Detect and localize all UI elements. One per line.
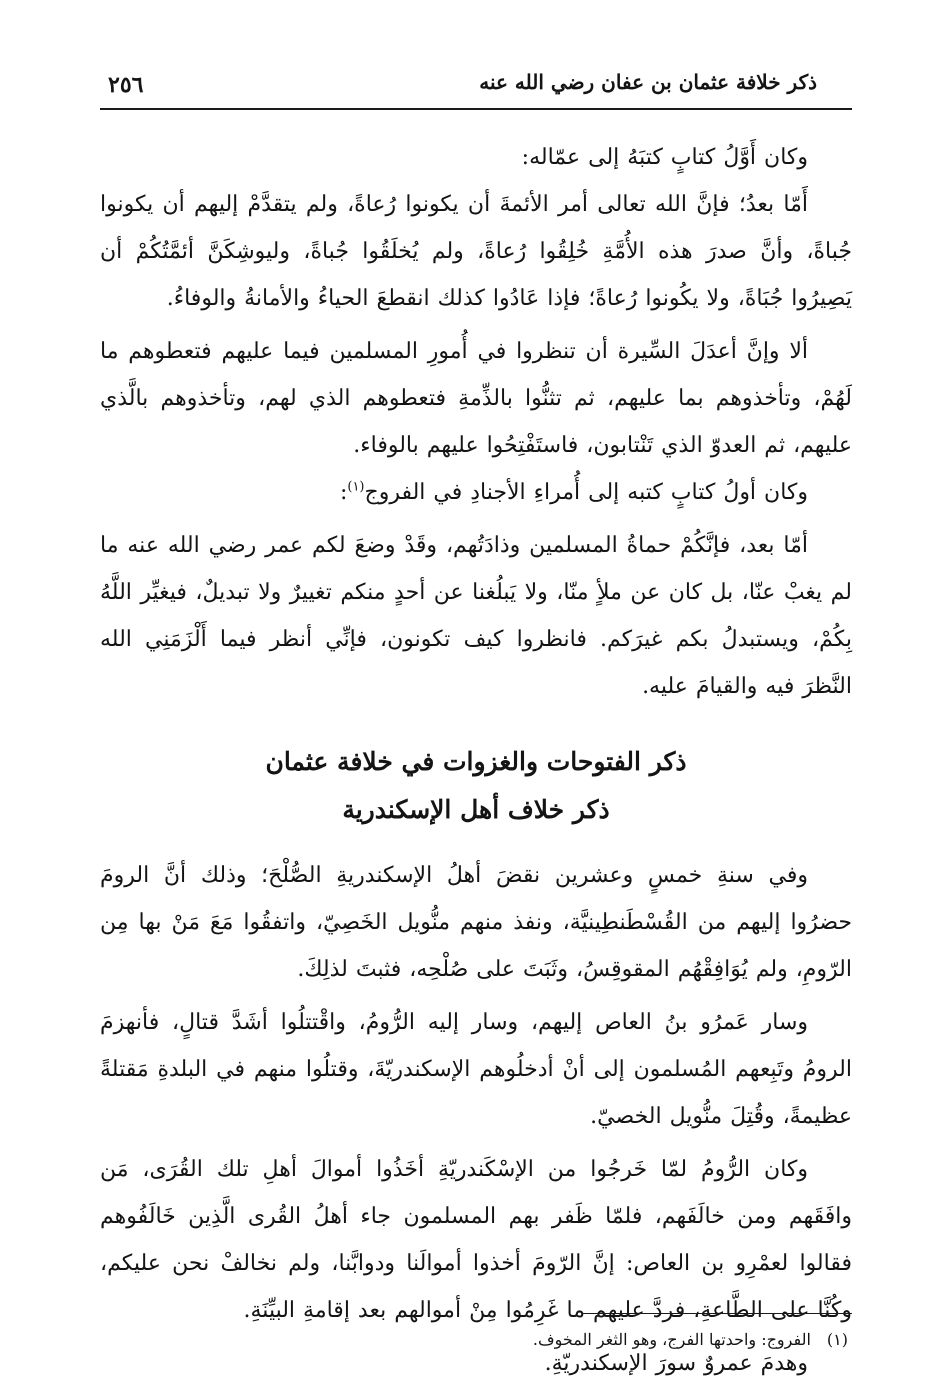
footnote-text: الفروج: واحدتها الفرج، وهو الثغر المخوف. (532, 1330, 811, 1349)
footnote-number: (١) (826, 1330, 848, 1349)
footnote-reference: (١) (347, 479, 365, 495)
paragraph-amr-battle: وسار عَمرُو بنُ العاص إليهم، وسار إليه الرُّومُ، واقْتتلُوا أشَدَّ قتالٍ، فأنهزمَ الرومُ وتَبِعهم المُسلمون إلى أنْ أدخلُوهم الإسكندريّةَ، وقتلُوا منهم في البلدةِ مَقتلةً عظيمةً، وقُتِلَ منُّويل الخصيّ. (100, 1010, 852, 1129)
paragraph-governors-letter: أَمّا بعدُ؛ فإنَّ الله تعالى أمر الأئمةَ أن يكونوا رُعاةً، ولم يتقدَّمْ إليهم أن يكونوا جُباةً، وأنَّ صدرَ هذه الأُمَّةِ خُلِقُوا رُعاةً، ولم يُخلَقُوا جُباةً، وليوشِكَنَّ أئمَّتُكُمْ أن يَصِيرُوا جُبَاةً، ولا يكُونوا رُعاةً؛ فإذا عَادُوا كذلك انقطعَ الحياءُ والأمانةُ والوفاءُ. (100, 192, 852, 311)
intro-commanders-text: وكان أولُ كتابٍ كتبه إلى أُمراءِ الأجنادِ في الفروج (364, 480, 808, 505)
paragraph-fair-conduct: ألا وإنَّ أعدَلَ السِّيرة أن تنظروا في أُمورِ المسلمين فيما عليهم فتعطوهم ما لَهُمْ، وتأخذوهم بما عليهم، ثم تثنُّوا بالذِّمةِ فتعطوهم الذي لهم، وتأخذوهم بالَّذي عليهم، ثم العدوّ الذي تَنْتابون، فاستَفْتِحُوا عليهم بالوفاء. (100, 339, 852, 458)
running-title: ذكر خلافة عثمان بن عفان رضي الله عنه (479, 70, 817, 94)
page-number: ٢٥٦ (108, 72, 144, 98)
footnote (100, 1326, 848, 1354)
footnote-divider (582, 1313, 852, 1314)
paragraph-intro-governors: وكان أَوَّلُ كتابٍ كتبَهُ إلى عمّاله: (521, 145, 808, 170)
paragraph-rum-revolt: وفي سنةِ خمسٍ وعشرين نقضَ أهلُ الإسكندريةِ الصُّلْحَ؛ وذلك أنَّ الرومَ حضرُوا إليهم من القُسْطَنطِينيَّة، ونفذ منهم منُّويل الخَصِيّ، واتفقُوا مَعَ مَنْ بها مِن الرّومِ، ولم يُوَافِقْهُم المقوقِسُ، وثَبَتَ على صُلْحِه، فثبتَ لذلِكَ. (100, 863, 852, 982)
paragraph-wall-demolished: وهدمَ عمروٌ سورَ الإسكندريّةِ. (544, 1351, 808, 1376)
subsection-heading: ذكر خلاف أهل الإسكندرية (342, 795, 610, 824)
paragraph-intro-commanders: وكان أولُ كتابٍ كتبه إلى أُمراءِ الأجنادِ في الفروج$^{(١)}$: (339, 479, 808, 505)
main-text (100, 134, 852, 1387)
paragraph-commanders-letter: أمّا بعد، فإنَّكُمْ حماةُ المسلمين وذادَتُهم، وقَدْ وضعَ لكم عمر رضي الله عنه ما لم يغبْ عنّا، بل كان عن ملأٍ منّا، ولا يَبلُغنا عن أحدٍ منكم تغييرٌ ولا تبديلٌ، فيغيِّر اللَّهُ بِكُمْ، ويستبدلُ بكم غيرَكم. فانظروا كيف تكونون، فإنِّي أنظر فيما أَلْزَمَنِي الله النَّظرَ فيه والقيامَ عليه. (100, 533, 852, 699)
book-page (100, 60, 852, 1376)
section-heading: ذكر الفتوحات والغزوات في خلافة عثمان (265, 747, 687, 776)
paragraph-villagers-wealth: وكان الرُّومُ لمّا خَرجُوا من الإسْكَندريّةِ أخَذُوا أموالَ أهلِ تلك القُرَى، مَن وافَقَهم ومن خالَفَهم، فلمّا ظَفر بهم المسلمون جاء أهلُ القُرى الَّذِين خَالَفُوهم فقالوا لعمْرِو بن العاص: إنَّ الرّومَ أخذوا أموالَنا ودوابَّنا، ولم نخالفْ نحن عليكم، وكُنَّا على الطَّاعةِ، فردَّ عليهم ما غَرِمُوا مِنْ أموالهم بعد إقامةِ البيِّنَةِ. (100, 1157, 852, 1323)
running-header (100, 60, 852, 110)
